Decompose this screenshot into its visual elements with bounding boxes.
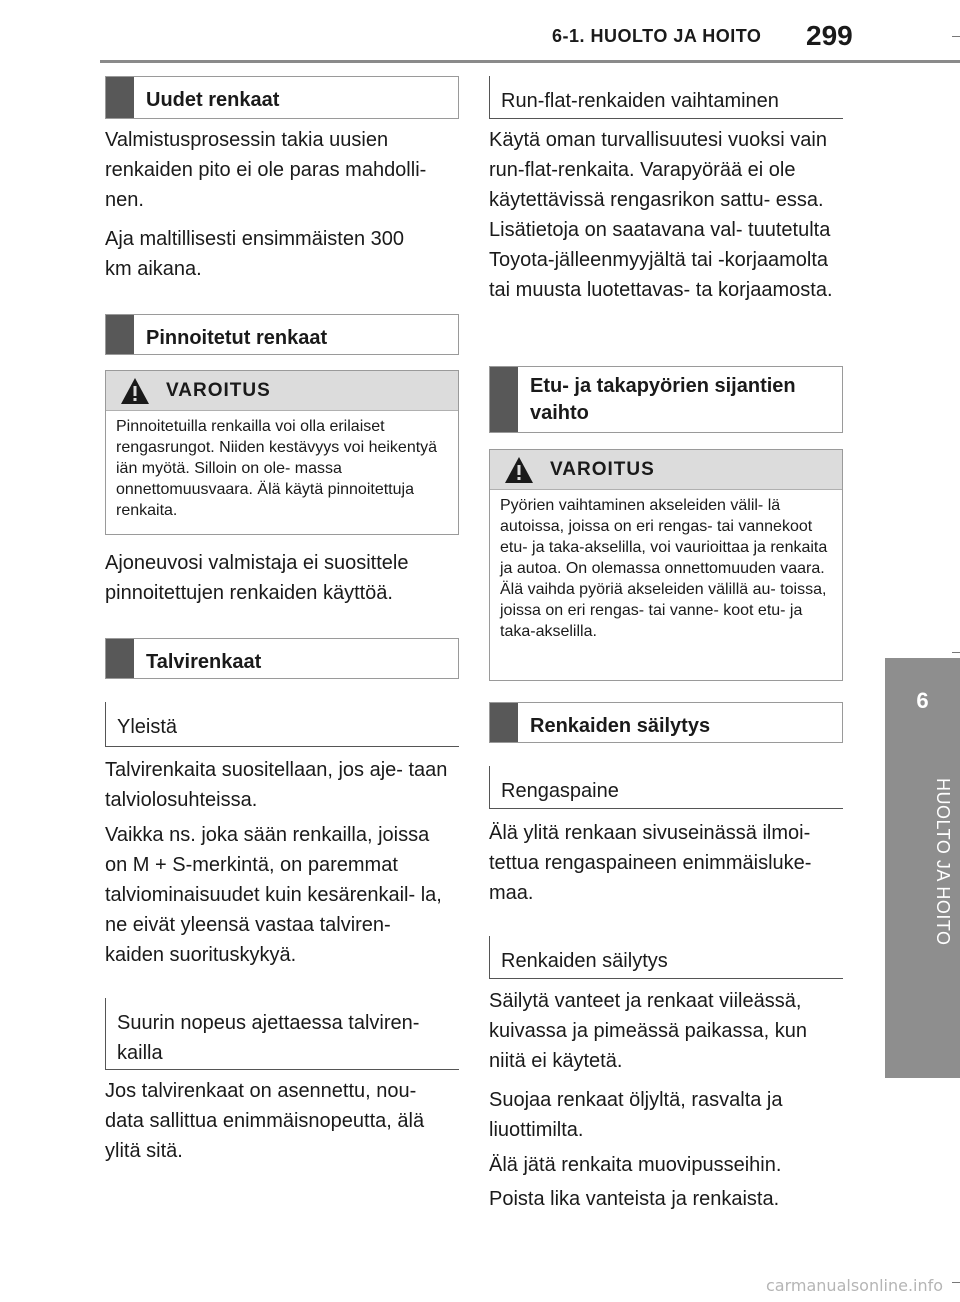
warning-triangle-icon — [504, 456, 534, 484]
side-tab-label: HUOLTO JA HOITO — [933, 778, 953, 946]
heading-bar — [490, 703, 518, 742]
warning-title: VAROITUS — [166, 379, 271, 401]
paragraph: Jos talvirenkaat on asennettu, nou- data sallittua enimmäisnopeutta, älä ylitä sitä. — [105, 1080, 425, 1162]
section-heading-sailytys — [489, 702, 843, 743]
section-heading-pinnoitetut — [105, 314, 459, 355]
section-heading-talvirenkaat — [105, 638, 459, 679]
paragraph: Poista lika vanteista ja renkaista. — [489, 1188, 780, 1210]
page-number: 299 — [806, 20, 853, 51]
subheading-renkaiden-sailytys: Renkaiden säilytys — [489, 936, 843, 979]
subheading-rengaspaine: Rengaspaine — [489, 766, 843, 809]
paragraph: Älä ylitä renkaan sivuseinässä ilmoi- tettua rengaspaineen enimmäisluke- maa. — [489, 822, 812, 904]
heading-bar — [106, 77, 134, 118]
heading-bar — [106, 315, 134, 354]
warning-triangle-icon — [120, 377, 150, 405]
crop-mark — [952, 1282, 960, 1283]
section-heading-label: Renkaiden säilytys — [530, 715, 711, 737]
side-tab-number: 6 — [916, 688, 929, 713]
heading-bar — [490, 367, 518, 432]
paragraph: Talvirenkaita suositellaan, jos aje- taan talviolosuhteissa. — [105, 759, 448, 811]
heading-bar — [106, 639, 134, 678]
header-rule — [100, 60, 960, 63]
crop-mark — [952, 652, 960, 653]
warning-header — [106, 371, 458, 411]
warning-box — [489, 449, 843, 681]
section-heading-label: Uudet renkaat — [146, 89, 280, 111]
warning-text: Pinnoitetuilla renkailla voi olla erilaiset rengasrungot. Niiden kestävyys voi heikentyä iän myötä. Silloin on ole- massa onnettomuusvaara. Älä käytä pinnoitettuja renkaita. — [116, 418, 438, 519]
paragraph: Käytä oman turvallisuutesi vuoksi vain run-flat-renkaita. Varapyörää ei ole käytettävissä rengasrikon sattu- essa. Lisätietoja on saatavana val- tuutetulta Toyota-jälleenmyyjältä tai -korjaamolta tai muusta luotettavas- ta korjaamosta. — [489, 129, 833, 301]
chapter-title: 6-1. HUOLTO JA HOITO — [552, 26, 762, 46]
subheading-run-flat: Run-flat-renkaiden vaihtaminen — [489, 76, 843, 119]
warning-box — [105, 370, 459, 535]
warning-header — [490, 450, 842, 490]
paragraph: Ajoneuvosi valmistaja ei suosittele pinnoitettujen renkaiden käyttöä. — [105, 552, 409, 604]
paragraph: Vaikka ns. joka sään renkailla, joissa on M + S-merkintä, on paremmat talviominaisuudet kuin kesärenkail- la, ne eivät yleensä vastaa talviren- kaiden suorituskykyä. — [105, 824, 442, 966]
paragraph: Suojaa renkaat öljyltä, rasvalta ja liuottimilta. — [489, 1089, 783, 1141]
subheading-yleista: Yleistä — [105, 702, 459, 747]
paragraph: Älä jätä renkaita muovipusseihin. — [489, 1154, 782, 1176]
section-heading-uudet — [105, 76, 459, 119]
watermark[interactable]: carmanualsonline.info — [766, 1276, 944, 1295]
paragraph: Valmistusprosessin takia uusien renkaiden pito ei ole paras mahdolli- nen. — [105, 129, 427, 211]
warning-text: Pyörien vaihtaminen akseleiden välil- lä autoissa, joissa on eri rengas- tai vannekoot etu- ja taka-akselilla, voi vaurioittaa ja renkaita ja autoa. On olemassa onnettomuuden vaara. Älä vaihda pyöriä akseleiden välillä au- toissa, joissa on eri rengas- tai vanne- koot etu- ja taka-akselilla. — [500, 497, 828, 640]
crop-mark — [952, 36, 960, 37]
paragraph: Säilytä vanteet ja renkaat viileässä, kuivassa ja pimeässä paikassa, kun niitä ei käytetä. — [489, 990, 807, 1072]
section-heading-label: Talvirenkaat — [146, 651, 262, 673]
paragraph: Aja maltillisesti ensimmäisten 300 km aikana. — [105, 228, 405, 280]
subheading-suurin-nopeus: Suurin nopeus ajettaessa talviren- kailla — [105, 998, 459, 1070]
section-heading-sijantien-vaihto — [489, 366, 843, 433]
section-heading-label: Pinnoitetut renkaat — [146, 327, 328, 349]
warning-title: VAROITUS — [550, 458, 655, 480]
section-heading-label: Etu- ja takapyörien sijantien vaihto — [530, 375, 796, 424]
